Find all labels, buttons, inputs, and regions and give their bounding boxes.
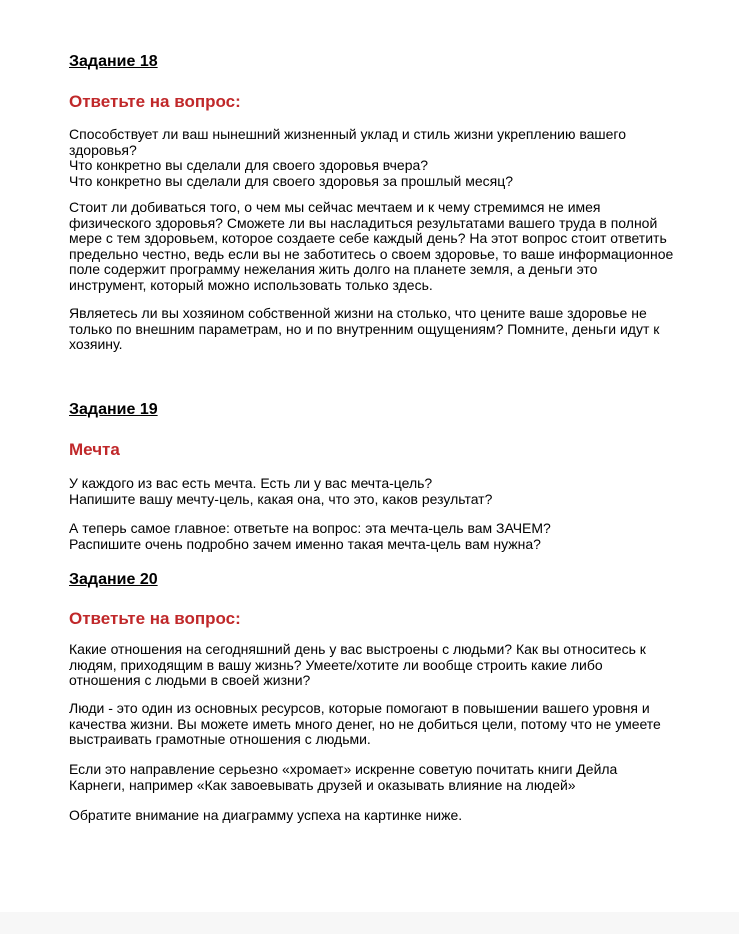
task-20-paragraph-3 [69, 762, 699, 793]
task-18-paragraph-3 [69, 306, 699, 353]
task-20-title: Задание 20 [69, 571, 158, 588]
paragraph-line: Если это направление серьезно «хромает» искренне советую почитать книги Дейла [69, 761, 618, 777]
paragraph-line: А теперь самое главное: ответьте на вопрос: эта мечта-цель вам ЗАЧЕМ? [69, 520, 551, 536]
paragraph-line: У каждого из вас есть мечта. Есть ли у вас мечта-цель? [69, 475, 433, 491]
task-20-paragraph-4 [69, 808, 699, 824]
task-18-title: Задание 18 [69, 53, 158, 70]
task-18-paragraph-1 [69, 127, 699, 189]
paragraph-line: Являетесь ли вы хозяином собственной жизни на столько, что цените ваше здоровье не [69, 305, 647, 321]
task-19-title: Задание 19 [69, 401, 158, 418]
paragraph-line: Распишите очень подробно зачем именно такая мечта-цель вам нужна? [69, 535, 541, 552]
task-18-heading: Ответьте на вопрос: [69, 92, 241, 111]
paragraph-line: Что конкретно вы сделали для своего здоровья вчера? [69, 157, 429, 173]
paragraph-line: Люди - это один из основных ресурсов, которые помогают в повышении вашего уровня и [69, 700, 650, 716]
task-19-heading: Мечта [69, 440, 120, 459]
task-20-paragraph-1 [69, 642, 699, 689]
paragraph-line: хозяину. [69, 336, 123, 352]
paragraph-line: физического здоровья? Сможете ли вы насладиться результатами вашего труда в полной [69, 214, 658, 231]
task-20-paragraph-2 [69, 701, 699, 748]
paragraph-line: Карнеги, например «Как завоевывать друзей и оказывать влияние на людей» [69, 776, 576, 793]
paragraph-line: Стоит ли добиваться того, о чем мы сейчас мечтаем и к чему стремимся не имея [69, 199, 601, 215]
paragraph-line: Что конкретно вы сделали для своего здоровья за прошлый месяц? [69, 172, 514, 189]
paragraph-line: Обратите внимание на диаграмму успеха на картинке ниже. [69, 807, 463, 823]
paragraph-line: качества жизни. Вы можете иметь много денег, но не добиться цели, потому что не умеете [69, 715, 661, 732]
paragraph-line: отношения с людьми в своей жизни? [69, 672, 311, 688]
paragraph-line: предельно честно, ведь если вы не заботитесь о своем здоровье, то ваше информационное [69, 245, 674, 262]
paragraph-line: выстраивать грамотные отношения с людьми. [69, 731, 371, 747]
paragraph-line: людям, приходящим в вашу жизнь? Умеете/хотите ли вообще строить какие либо [69, 656, 603, 673]
paragraph-line: Способствует ли ваш нынешний жизненный уклад и стиль жизни укреплению вашего [69, 126, 626, 142]
paragraph-line: инструмент, который можно использовать только здесь. [69, 276, 433, 293]
paragraph-line: мере с тем здоровьем, которое создаете себе каждый день? На этот вопрос стоит ответить [69, 230, 667, 246]
page-bottom-edge [0, 912, 739, 934]
task-18-paragraph-2 [69, 200, 699, 293]
paragraph-line: Какие отношения на сегодняшний день у вас выстроены с людьми? Как вы относитесь к [69, 641, 646, 657]
paragraph-line: здоровья? [69, 141, 137, 158]
task-19-paragraph-1 [69, 476, 699, 507]
task-19-paragraph-2 [69, 521, 699, 552]
paragraph-line: Напишите вашу мечту-цель, какая она, что это, каков результат? [69, 490, 493, 507]
paragraph-line: поле содержит программу нежелания жить долго на планете земля, а деньги это [69, 261, 598, 277]
task-20-heading: Ответьте на вопрос: [69, 609, 241, 628]
paragraph-line: только по внешним параметрам, но и по внутренним ощущениям? Помните, деньги идут к [69, 320, 660, 337]
